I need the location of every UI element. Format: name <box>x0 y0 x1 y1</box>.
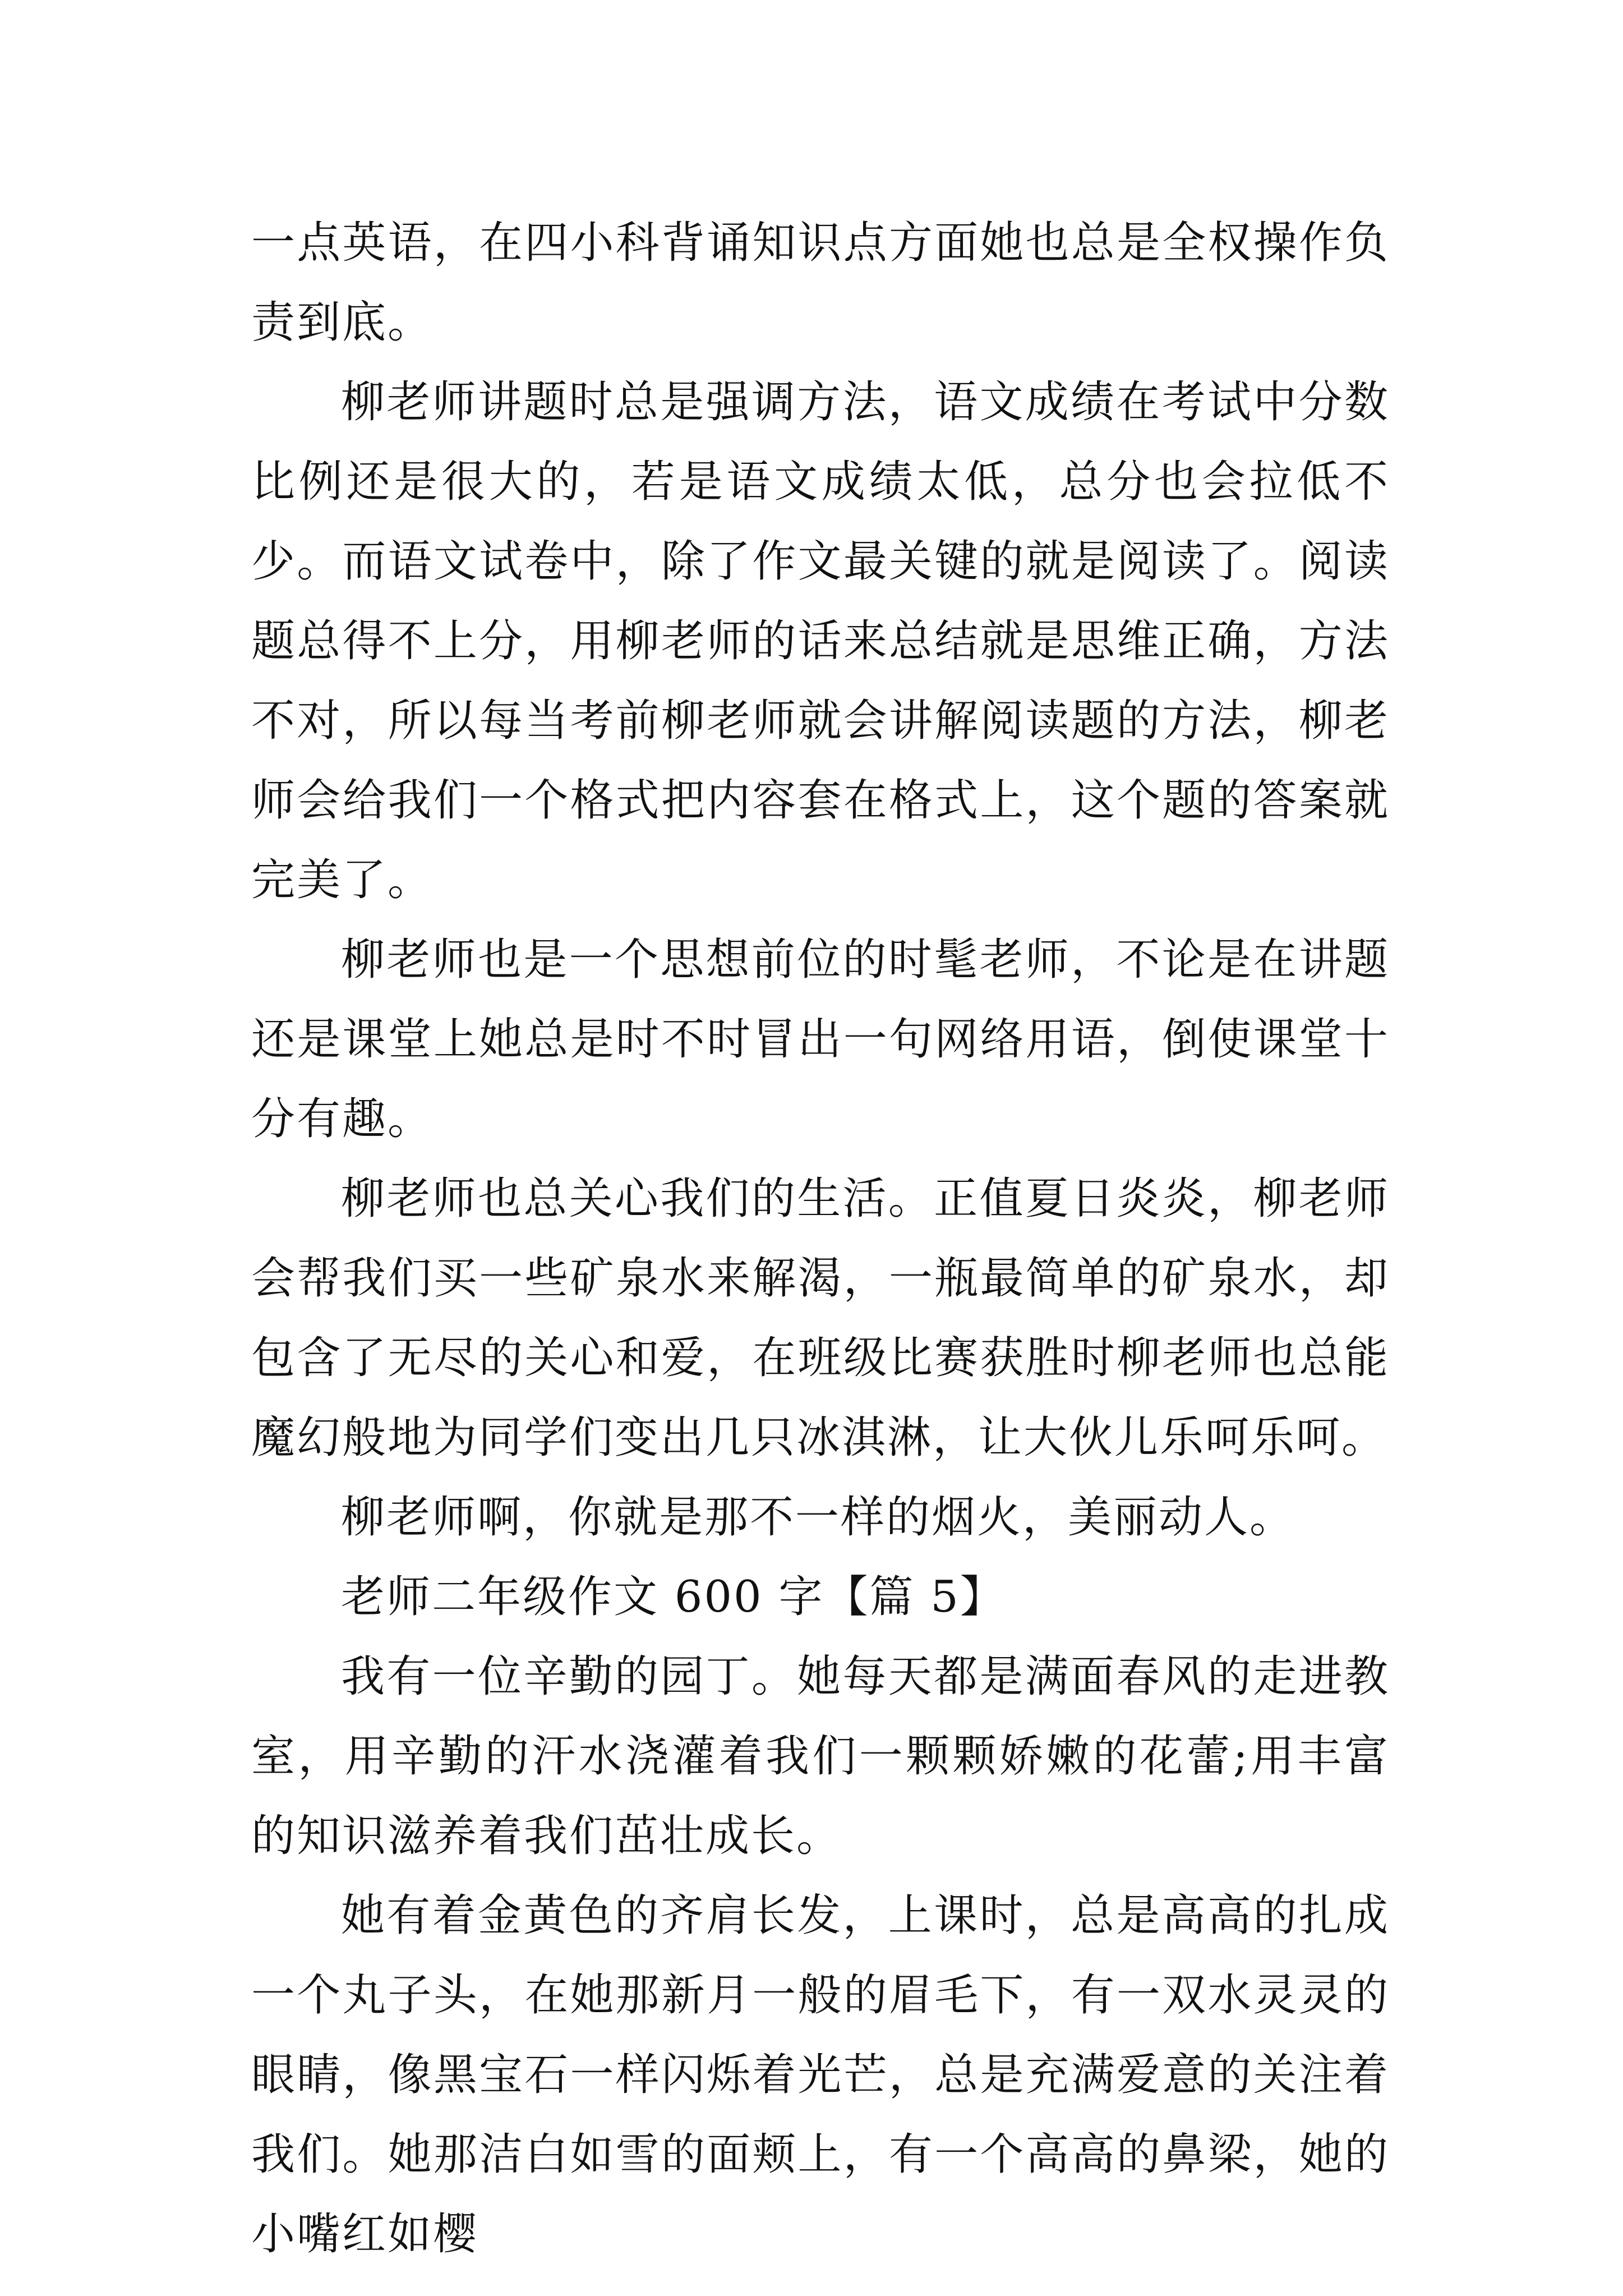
paragraph: 一点英语，在四小科背诵知识点方面她也总是全权操作负责到底。 <box>251 218 1390 348</box>
paragraph: 我有一位辛勤的园丁。她每天都是满面春风的走进教室，用辛勤的汗水浇灌着我们一颗颗娇嫩的花蕾;用丰富的知识滋养着我们茁壮成长。 <box>251 1651 1390 1861</box>
paragraph: 柳老师也总关心我们的生活。正值夏日炎炎，柳老师会帮我们买一些矿泉水来解渴，一瓶最简单的矿泉水，却包含了无尽的关心和爱，在班级比赛获胜时柳老师也总能魔幻般地为同学们变出几只冰淇淋，让大伙儿乐呵乐呵。 <box>251 1174 1390 1463</box>
paragraph: 柳老师啊，你就是那不一样的烟火，美丽动人。 <box>341 1492 1295 1543</box>
document-body <box>251 203 1390 2274</box>
paragraph: 柳老师讲题时总是强调方法，语文成绩在考试中分数比例还是很大的，若是语文成绩太低，总分也会拉低不少。而语文试卷中，除了作文最关键的就是阅读了。阅读题总得不上分，用柳老师的话来总结就是思维正确，方法不对，所以每当考前柳老师就会讲解阅读题的方法，柳老师会给我们一个格式把内容套在格式上，这个题的答案就完美了。 <box>251 377 1390 905</box>
section-title: 老师二年级作文 600 字【篇 5】 <box>341 1572 1006 1622</box>
paragraph: 她有着金黄色的齐肩长发，上课时，总是高高的扎成一个丸子头，在她那新月一般的眉毛下，有一双水灵灵的眼睛，像黑宝石一样闪烁着光芒，总是充满爱意的关注着我们。她那洁白如雪的面颊上，有一个高高的鼻梁，她的小嘴红如樱 <box>251 1890 1390 2260</box>
paragraph: 柳老师也是一个思想前位的时髦老师，不论是在讲题还是课堂上她总是时不时冒出一句网络用语，倒使课堂十分有趣。 <box>251 935 1390 1144</box>
